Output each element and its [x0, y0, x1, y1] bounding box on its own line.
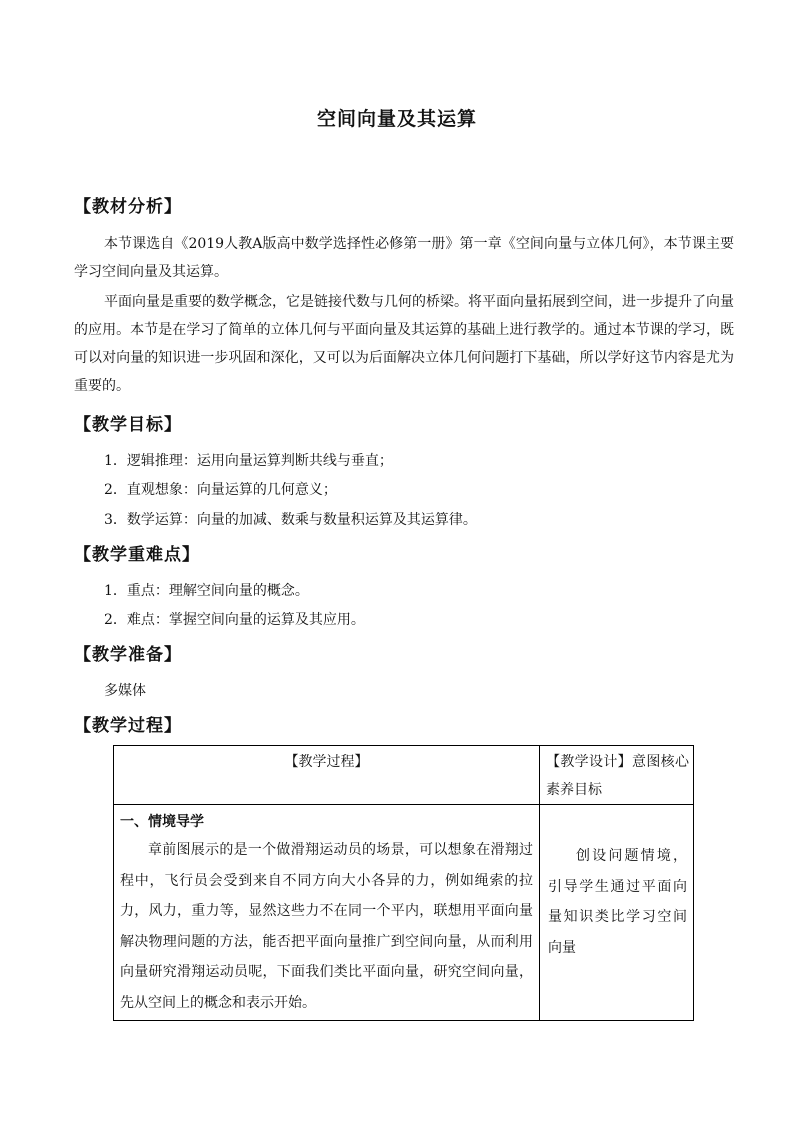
process-cell [114, 805, 540, 1021]
goal-item-2: 2．直观想象：向量运算的几何意义； [104, 482, 337, 498]
goal-item-3: 3．数学运算：向量的加减、数乘与数量积运算及其运算律。 [104, 512, 477, 528]
keypoint-item-2: 2．难点：掌握空间向量的运算及其应用。 [104, 612, 365, 628]
analysis-paragraph-1: 本节课选自《2019人教A版高中数学选择性必修第一册》第一章《空间向量与立体几何》，本节课主要学习空间向量及其运算。 [74, 236, 734, 280]
design-cell [540, 805, 694, 1021]
heading-key-difficult-points: 【教学重难点】 [74, 545, 200, 565]
table-header-design: 【教学设计】意图核心素养目标 [540, 746, 694, 805]
prep-text: 多媒体 [104, 683, 146, 699]
process-section-body: 章前图展示的是一个做滑翔运动员的场景，可以想象在滑翔过程中，飞行员会受到来自不同方向大小各异的力，例如绳索的拉力，风力，重力等，显然这些力不在同一个平内，联想用平面向量解决物理问题的方法，能否把平面向量推广到空间向量，从而利用向量研究滑翔运动员呢，下面我们类比平面向量，研究空间向量，先从空间上的概念和表示开始。 [120, 842, 533, 1011]
heading-textbook-analysis: 【教材分析】 [74, 197, 182, 217]
table-row [114, 805, 694, 1021]
heading-teaching-process: 【教学过程】 [74, 716, 182, 736]
keypoint-item-1: 1．重点：理解空间向量的概念。 [104, 583, 309, 599]
goal-item-1: 1．逻辑推理：运用向量运算判断共线与垂直； [104, 453, 393, 469]
analysis-paragraph-2: 平面向量是重要的数学概念，它是链接代数与几何的桥梁。将平面向量拓展到空间，进一步提升了向量的应用。本节是在学习了简单的立体几何与平面向量及其运算的基础上进行教学的。通过本节课的学习，既可以对向量的知识进一步巩固和深化，又可以为后面解决立体几何问题打下基础，所以学好这节内容是尤为重要的。 [74, 294, 734, 394]
heading-teaching-goals: 【教学目标】 [74, 415, 182, 435]
process-section-title: 一、情境导学 [120, 814, 204, 830]
table-header-row [114, 746, 694, 805]
process-table [113, 745, 694, 1021]
document-title: 空间向量及其运算 [316, 108, 477, 130]
design-text: 创设问题情境，引导学生通过平面向量知识类比学习空间向量 [548, 848, 687, 956]
heading-teaching-prep: 【教学准备】 [74, 645, 182, 665]
table-header-process: 【教学过程】 [114, 746, 540, 805]
